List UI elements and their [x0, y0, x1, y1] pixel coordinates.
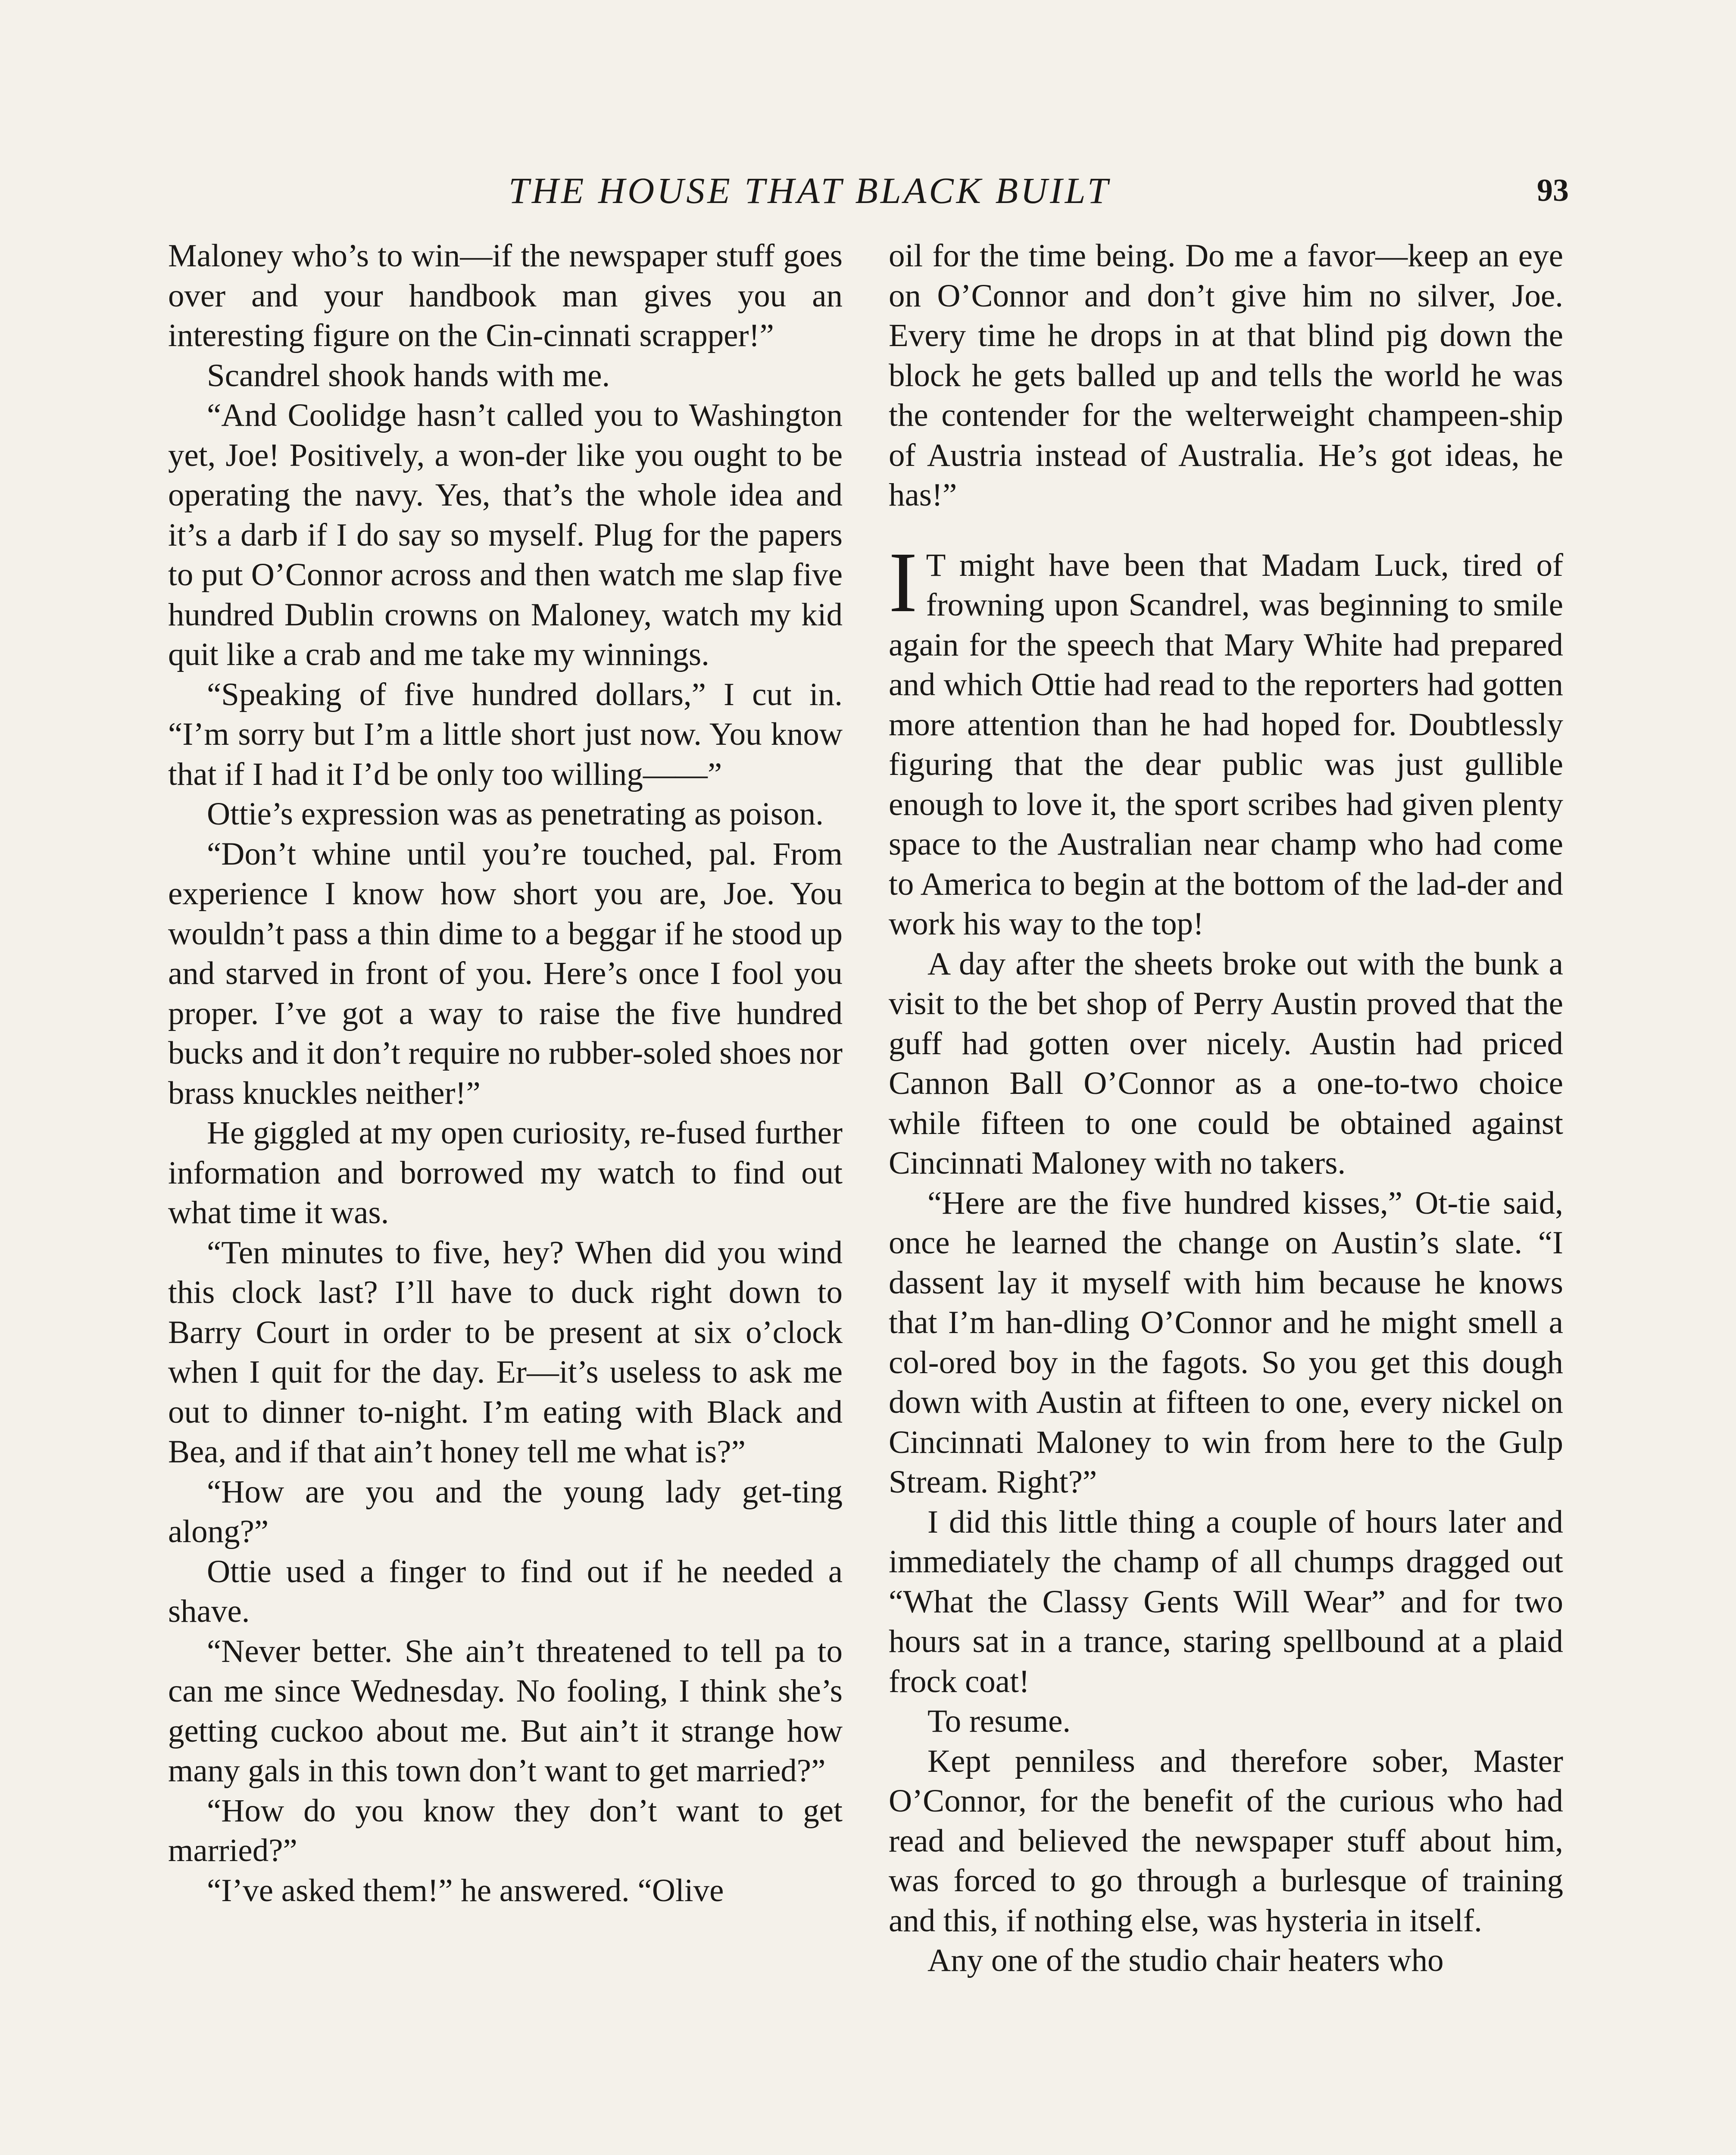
paragraph: Maloney who’s to win—if the newspaper stuff goes over and your handbook man gives you an interesting figure on the Cin-cinnati scrapper!” [168, 238, 843, 353]
paragraph: “How are you and the young lady get-ting along?” [168, 1474, 843, 1549]
running-title: THE HOUSE THAT BLACK BUILT [509, 170, 1111, 211]
paragraph: “Don’t whine until you’re touched, pal. From experience I know how short you are, Joe. You wouldn’t pass a thin dime to a beggar if he stood up and starved in front of you. Here’s once I fool you proper. I’ve got a way to raise the five hundred bucks and it don’t require no rubber-soled shoes nor brass knuckles neither!” [168, 836, 843, 1111]
paragraph: Scandrel shook hands with me. [207, 357, 610, 394]
paragraph: “Ten minutes to five, hey? When did you wind this clock last? I’ll have to duck right down to Barry Court in order to be present at six o’clock when I quit for the day. Er—it’s useless to ask me out to dinner to-night. I’m eating with Black and Bea, and if that ain’t honey tell me what is?” [168, 1234, 843, 1470]
paragraph: “Speaking of five hundred dollars,” I cut in. “I’m sorry but I’m a little short just now. You know that if I had it I’d be only too willing——” [168, 676, 843, 792]
right-column [889, 236, 1563, 1981]
section-opening-paragraph [889, 534, 1563, 944]
paragraph: “How do you know they don’t want to get married?” [168, 1793, 843, 1868]
paragraph: I did this little thing a couple of hours later and immediately the champ of all chumps dragged out “What the Classy Gents Will Wear” and for two hours sat in a trance, staring spellbound at a plaid frock coat! [889, 1504, 1563, 1699]
paragraph: “And Coolidge hasn’t called you to Washington yet, Joe! Positively, a won-der like you ought to be operating the navy. Yes, that’s the whole idea and it’s a darb if I do say so myself. Plug for the papers to put O’Connor across and then watch me slap five hundred Dublin crowns on Maloney, watch my kid quit like a crab and me take my winnings. [168, 397, 843, 672]
paragraph: “Here are the five hundred kisses,” Ot-tie said, once he learned the change on Austin’s slate. “I dassent lay it myself with him because he knows that I’m han-dling O’Connor and he might smell a col-ored boy in the fagots. So you get this dough down with Austin at fifteen to one, every nickel on Cincinnati Maloney to win from here to the Gulp Stream. Right?” [889, 1185, 1563, 1500]
paragraph: “I’ve asked them!” he answered. “Olive [207, 1872, 724, 1908]
page-header [168, 160, 1569, 221]
drop-cap: I [889, 534, 918, 630]
page-number: 93 [1537, 173, 1569, 208]
section-opening-text: T might have been that Madam Luck, tired of frowning upon Scandrel, was beginning to smile again for the speech that Mary White had prepared and which Ottie had read to the reporters had gotten more attention than he had hoped for. Doubtlessly figuring that the dear public was just gullible enough to love it, the sport scribes had given plenty space to the Australian near champ who had come to America to begin at the bottom of the lad-der and work his way to the top! [889, 547, 1563, 942]
paragraph: To resume. [927, 1703, 1071, 1739]
left-column [168, 236, 843, 1911]
paragraph: Ottie’s expression was as penetrating as poison. [207, 796, 824, 832]
paragraph: oil for the time being. Do me a favor—keep an eye on O’Connor and don’t give him no silver, Joe. Every time he drops in at that blind pig down the block he gets balled up and tells the world he was the contender for the welterweight champeen-ship of Austria instead of Australia. He’s got ideas, he has!” [889, 238, 1563, 513]
paragraph: Ottie used a finger to find out if he needed a shave. [168, 1553, 843, 1629]
paragraph: He giggled at my open curiosity, re-fused further information and borrowed my watch to find out what time it was. [168, 1115, 843, 1231]
paragraph: “Never better. She ain’t threatened to tell pa to can me since Wednesday. No fooling, I think she’s getting cuckoo about me. But ain’t it strange how many gals in this town don’t want to get married?” [168, 1633, 843, 1789]
paragraph: Any one of the studio chair heaters who [927, 1943, 1444, 1978]
paragraph: Kept penniless and therefore sober, Master O’Connor, for the benefit of the curious who had read and believed the newspaper stuff about him, was forced to go through a burlesque of training and this, if nothing else, was hysteria in itself. [889, 1743, 1563, 1939]
paragraph: A day after the sheets broke out with the bunk a visit to the bet shop of Perry Austin proved that the guff had gotten over nicely. Austin had priced Cannon Ball O’Connor as a one-to-two choice while fifteen to one could be obtained against Cincinnati Maloney with no takers. [889, 946, 1563, 1181]
